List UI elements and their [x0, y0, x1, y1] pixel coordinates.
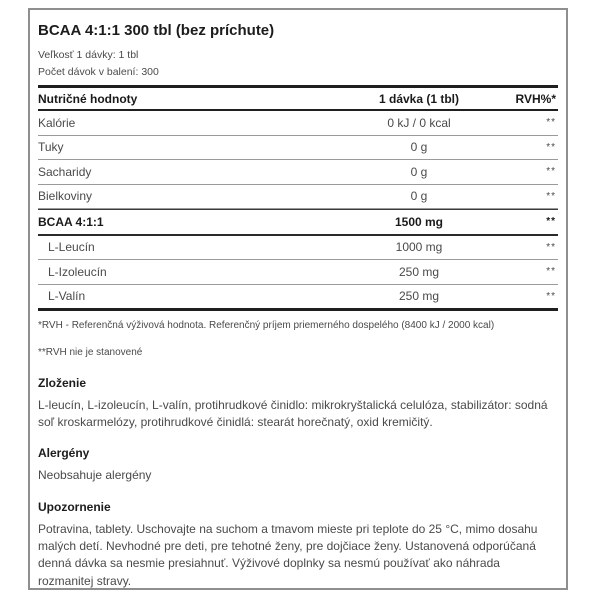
- row-rvh: **: [546, 241, 556, 253]
- header-nutrient-column: Nutričné hodnoty: [38, 91, 138, 106]
- servings-per-pack: Počet dávok v balení: 300: [38, 66, 159, 78]
- row-nutrient-name: Kalórie: [38, 115, 76, 130]
- table-row: [38, 209, 558, 236]
- label-section: [38, 446, 558, 484]
- row-amount: 1000 mg: [395, 240, 443, 255]
- row-rvh: **: [546, 290, 556, 302]
- row-amount: 250 mg: [398, 264, 440, 279]
- row-nutrient-name: L-Izoleucín: [48, 264, 107, 279]
- footnote-rvh-definition: *RVH - Referenčná výživová hodnota. Referenčný príjem priemerného dospelého (8400 kJ / 2000 kcal): [38, 320, 495, 331]
- table-row: [38, 136, 558, 161]
- row-amount: 250 mg: [398, 289, 440, 304]
- label-section: [38, 500, 558, 590]
- row-nutrient-name: BCAA 4:1:1: [38, 214, 104, 229]
- table-row: [38, 111, 558, 136]
- row-nutrient-name: Sacharidy: [38, 164, 92, 179]
- table-row: [38, 285, 558, 309]
- row-nutrient-name: L-Leucín: [48, 240, 95, 255]
- header-serving-column: 1 dávka (1 tbl): [378, 91, 460, 106]
- row-rvh: **: [546, 141, 556, 153]
- section-heading: Zloženie: [38, 376, 87, 390]
- row-nutrient-name: Tuky: [38, 140, 64, 155]
- row-nutrient-name: Bielkoviny: [38, 189, 93, 204]
- row-amount: 0 g: [410, 164, 428, 179]
- table-row: [38, 160, 558, 185]
- serving-size: Veľkosť 1 dávky: 1 tbl: [38, 49, 139, 61]
- section-body: L-leucín, L-izoleucín, L-valín, protihrudkové činidlo: mikrokryštalická celulóza, stabilizátor: sodná soľ kroskarmelózy, protihrudkové činidlá: stearát horečnatý, oxid kremičitý.: [38, 398, 548, 429]
- row-amount: 0 kJ / 0 kcal: [387, 115, 451, 130]
- product-title: BCAA 4:1:1 300 tbl (bez príchute): [38, 22, 275, 39]
- section-heading: Alergény: [38, 446, 90, 461]
- row-rvh: **: [546, 166, 556, 178]
- section-heading: Upozornenie: [38, 499, 111, 514]
- table-row: [38, 236, 558, 261]
- footnote-rvh-not-set: **RVH nie je stanovené: [38, 347, 143, 358]
- row-nutrient-name: L-Valín: [48, 289, 86, 304]
- nutrition-table: [38, 85, 558, 311]
- nutrition-table-header: [38, 88, 558, 111]
- row-rvh: **: [546, 216, 556, 228]
- row-amount: 0 g: [410, 189, 428, 204]
- row-rvh: **: [546, 117, 556, 129]
- row-rvh: **: [546, 266, 556, 278]
- section-body: Neobsahuje alergény: [38, 468, 152, 483]
- row-amount: 0 g: [410, 140, 428, 155]
- sections: [38, 376, 558, 590]
- nutrition-label-panel: [28, 8, 568, 590]
- footnotes: [38, 318, 558, 360]
- row-rvh: **: [546, 190, 556, 202]
- table-row: [38, 260, 558, 285]
- label-section: [38, 376, 558, 430]
- table-row: [38, 185, 558, 210]
- header-rvh-column: RVH%*: [515, 91, 556, 106]
- row-amount: 1500 mg: [394, 214, 444, 229]
- section-body: Potravina, tablety. Uschovajte na suchom a tmavom mieste pri teplote do 25 °C, mimo dosahu malých detí. Nevhodné pre deti, pre tehotné ženy, pre dojčiace ženy. Ustanovená odporúčaná denná dávka sa nesmie presiahnuť. Výživové doplnky sa nesmú používať ako náhrada rozmanitej stravy.: [38, 521, 538, 588]
